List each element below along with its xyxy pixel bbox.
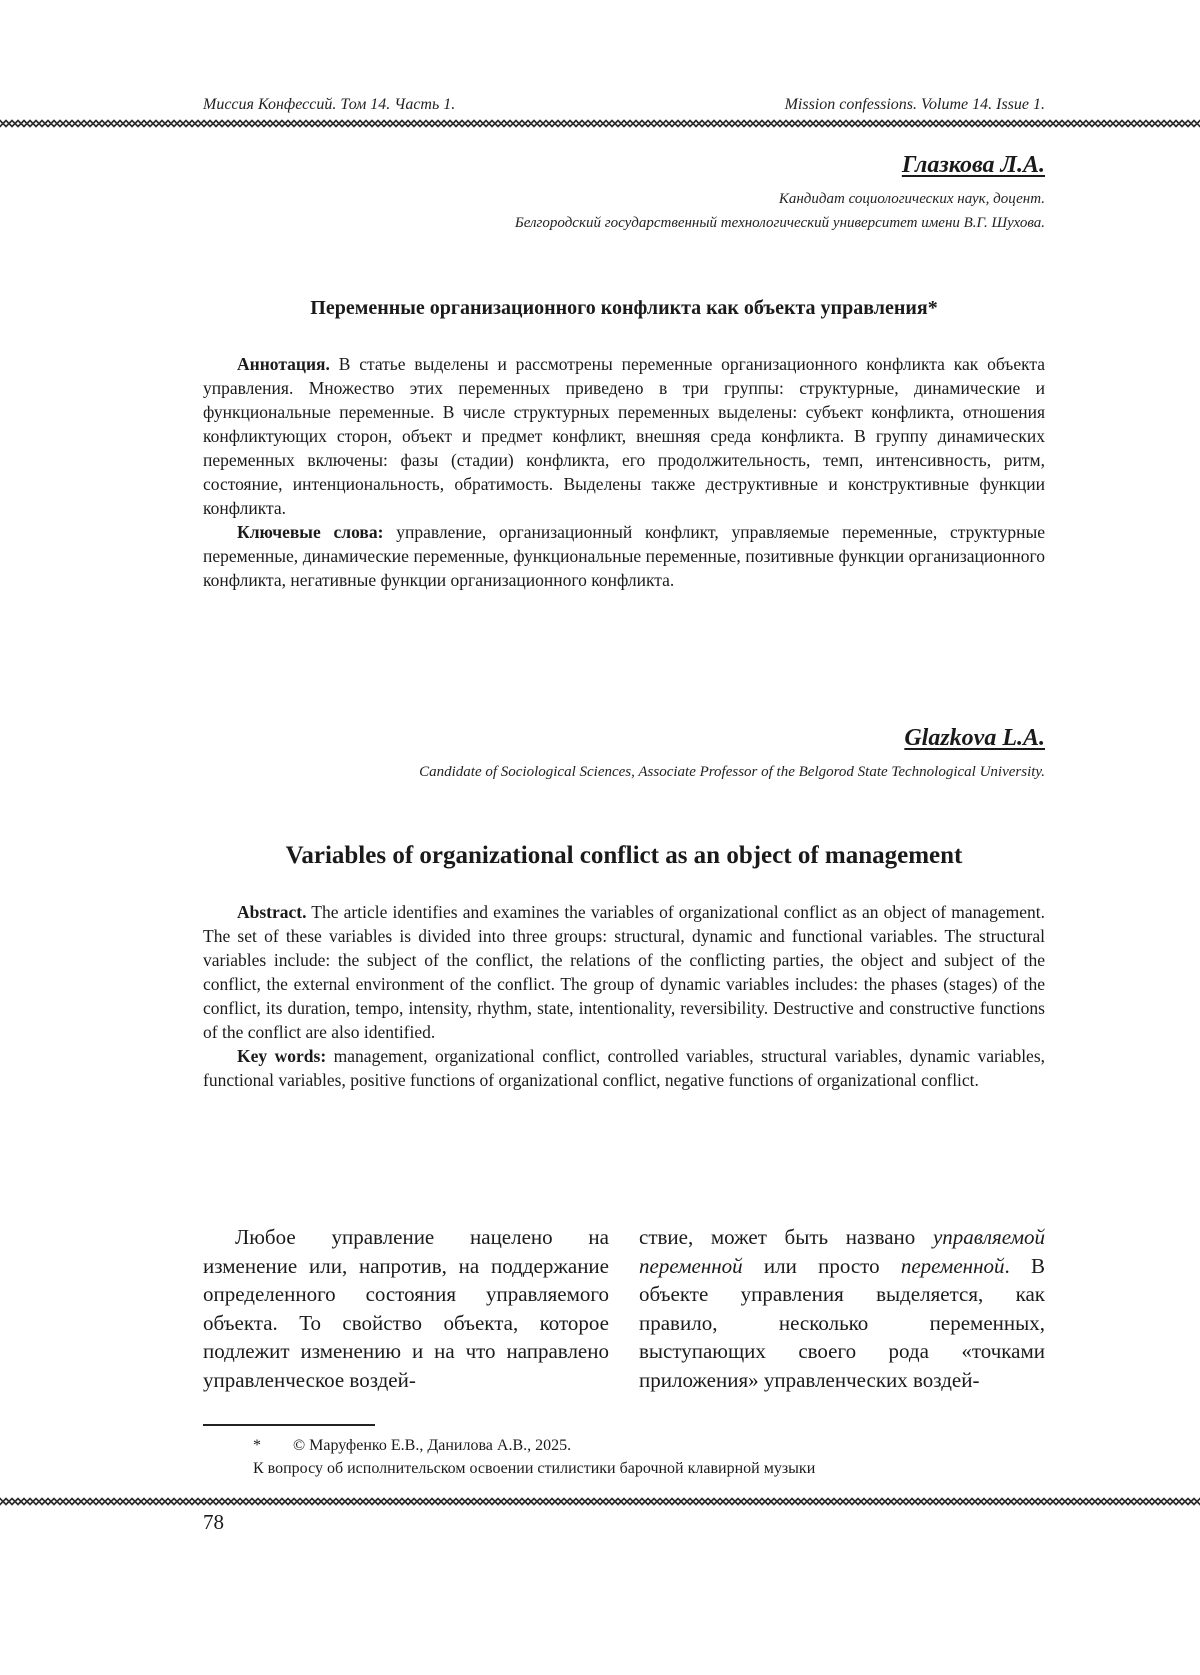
footnote-marker: * [253, 1437, 261, 1454]
footnote-line-2: К вопросу об исполнительском освоении стилистики барочной клавирной музыки [253, 1460, 816, 1477]
keywords-label-ru: Ключевые слова: [237, 522, 384, 542]
bottom-ornamental-border [0, 1497, 1200, 1506]
author-block-en [419, 725, 1045, 784]
author-block-ru [515, 152, 1045, 235]
abstract-en [203, 900, 1045, 1092]
journal-title-en: Mission confessions. Volume 14. Issue 1. [784, 96, 1045, 113]
author-affiliation-en: Candidate of Sociological Sciences, Associate Professor of the Belgorod State Technological University. [419, 764, 1045, 780]
footnote [253, 1434, 815, 1480]
body-right-text-3: . В объекте управления выделяется, как правило, несколько переменных, выступающих своего рода «точками приложения» управленческих воздей- [639, 1253, 1045, 1392]
abstract-label-en: Abstract. [237, 902, 307, 922]
running-header [203, 96, 1045, 114]
abstract-ru [203, 352, 1045, 592]
top-ornamental-border [0, 119, 1200, 128]
keywords-label-en: Key words: [237, 1046, 327, 1066]
abstract-text-ru: В статье выделены и рассмотрены переменные организационного конфликта как объекта управления. Множество этих переменных приведено в три группы: структурные, динамические и функциональные переменные. В числе структурных переменных выделены: субъект конфликта, отношения конфликтующих сторон, объект и предмет конфликт, внешняя среда конфликта. В группу динамических переменных включены: фазы (стадии) конфликта, его продолжительность, темп, интенсивность, ритм, состояние, интенциональность, обратимость. Выделены также деструктивные и конструктивные функции конфликта. [203, 354, 1045, 518]
author-affiliation-ru-1: Кандидат социологических наук, доцент. [778, 191, 1045, 207]
author-name-en: Glazkova L.A. [904, 725, 1045, 751]
keywords-paragraph-ru [203, 520, 1045, 592]
keywords-text-en: management, organizational conflict, controlled variables, structural variables, dynamic variables, functional variables, positive functions of organizational conflict, negative functions of organizational conflict. [203, 1046, 1046, 1090]
article-title-en: Variables of organizational conflict as an object of management [285, 842, 963, 869]
body-right-text-1: ствие, может быть названо [639, 1225, 933, 1249]
footnote-line-1 [253, 1434, 815, 1457]
author-name-ru: Глазкова Л.А. [901, 152, 1045, 178]
body-column-left: Любое управление нацелено на изменение или, напротив, на поддержание определенного состояния управляемого объекта. То свойство объекта, которое подлежит изменению и на что направлено управленческое воздей- [203, 1225, 609, 1392]
footnote-copyright: © Маруфенко Е.В., Данилова А.В., 2025. [293, 1437, 572, 1454]
author-affiliation-ru-2: Белгородский государственный технологический университет имени В.Г. Шухова. [514, 215, 1045, 231]
page-number: 78 [203, 1510, 224, 1534]
body-column-right [639, 1223, 1045, 1394]
footnote-separator [203, 1424, 375, 1426]
keywords-text-ru: управление, организационный конфликт, управляемые переменные, структурные переменные, динамические переменные, функциональные переменные, позитивные функции организационного конфликта, негативные функции организационного конфликта. [203, 522, 1045, 590]
body-right-emphasis-2: переменной [900, 1253, 1005, 1278]
abstract-paragraph-en [203, 900, 1045, 1044]
body-right-text-2: или просто [742, 1253, 901, 1278]
body-right-emphasis-1: управляемой переменной [639, 1225, 1045, 1278]
keywords-paragraph-en [203, 1044, 1045, 1092]
abstract-paragraph-ru [203, 352, 1045, 520]
abstract-text-en: The article identifies and examines the variables of organizational conflict as an object of management. The set of these variables is divided into three groups: structural, dynamic and functional variables. The structural variables include: the subject of the conflict, the relations of the conflicting parties, the object and subject of the conflict, the external environment of the conflict. The group of dynamic variables includes: the phases (stages) of the conflict, its duration, tempo, intensity, rhythm, state, intentionality, reversibility. Destructive and constructive functions of the conflict are also identified. [203, 902, 1045, 1042]
journal-title-ru: Миссия Конфессий. Том 14. Часть 1. [203, 96, 456, 113]
abstract-label-ru: Аннотация. [237, 354, 330, 374]
article-title-ru: Переменные организационного конфликта как объекта управления* [310, 297, 938, 319]
